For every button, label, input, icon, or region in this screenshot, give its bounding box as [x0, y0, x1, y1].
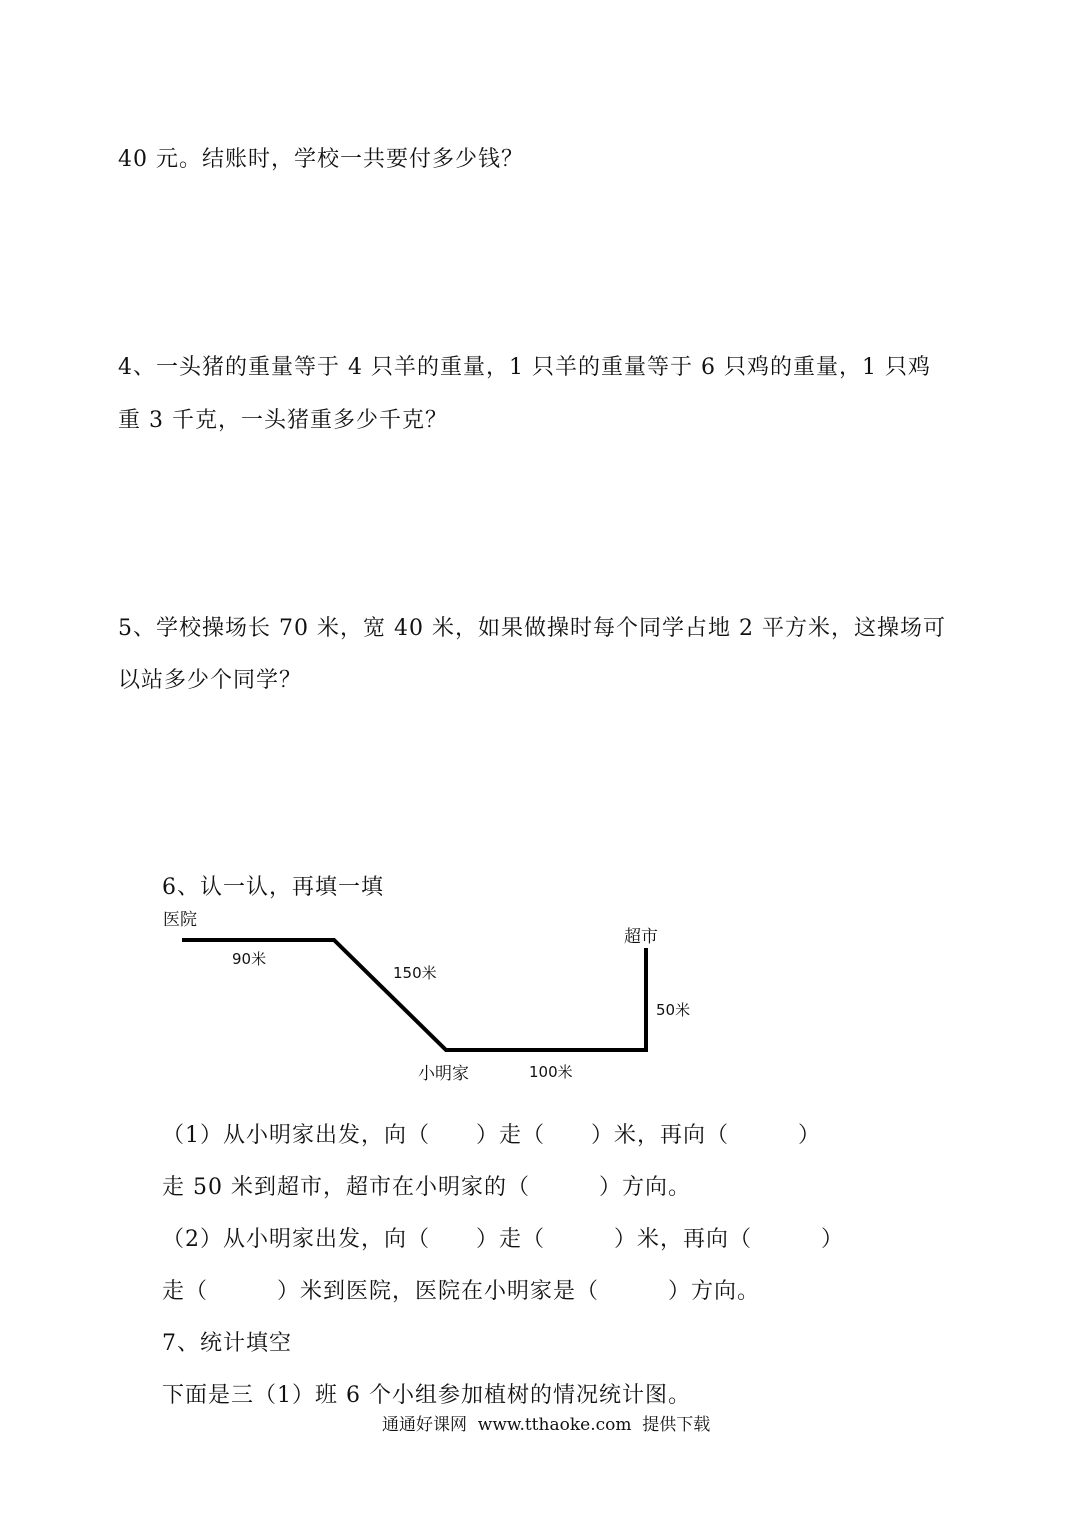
question-2-line-1: （2）从小明家出发，向（ ）走（ ）米，再向（ ） — [162, 1227, 844, 1252]
problem-4-line-1: 4、一头猪的重量等于 4 只羊的重量，1 只羊的重量等于 6 只鸡的重量，1 只鸡 — [118, 355, 931, 380]
hospital-label: 医院 — [163, 910, 197, 930]
distance-90-label: 90米 — [232, 950, 267, 968]
home-label: 小明家 — [418, 1064, 469, 1084]
question-1-line-1: （1）从小明家出发，向（ ）走（ ）米，再向（ ） — [162, 1123, 821, 1148]
problem-5-line-1: 5、学校操场长 70 米，宽 40 米，如果做操时每个同学占地 2 平方米，这操场可 — [118, 616, 946, 641]
footer-source: 通通好课网 www.tthaoke.com 提供下载 — [382, 1415, 711, 1435]
distance-50-label: 50米 — [656, 1001, 691, 1019]
problem-5-line-2: 以站多少个同学？ — [118, 668, 303, 693]
problem-4-line-2: 重 3 千克，一头猪重多少千克？ — [118, 408, 448, 433]
supermarket-label: 超市 — [624, 927, 658, 947]
distance-100-label: 100米 — [529, 1063, 573, 1081]
question-1-line-2: 走 50 米到超市，超市在小明家的（ ）方向。 — [162, 1175, 691, 1200]
problem-3-text: 40 元。结账时，学校一共要付多少钱？ — [118, 147, 524, 172]
problem-7-title: 7、统计填空 — [162, 1331, 292, 1356]
problem-7-text: 下面是三（1）班 6 个小组参加植树的情况统计图。 — [162, 1383, 691, 1408]
problem-6-title: 6、认一认，再填一填 — [162, 875, 384, 900]
distance-150-label: 150米 — [393, 964, 437, 982]
question-2-line-2: 走（ ）米到医院，医院在小明家是（ ）方向。 — [162, 1279, 761, 1304]
